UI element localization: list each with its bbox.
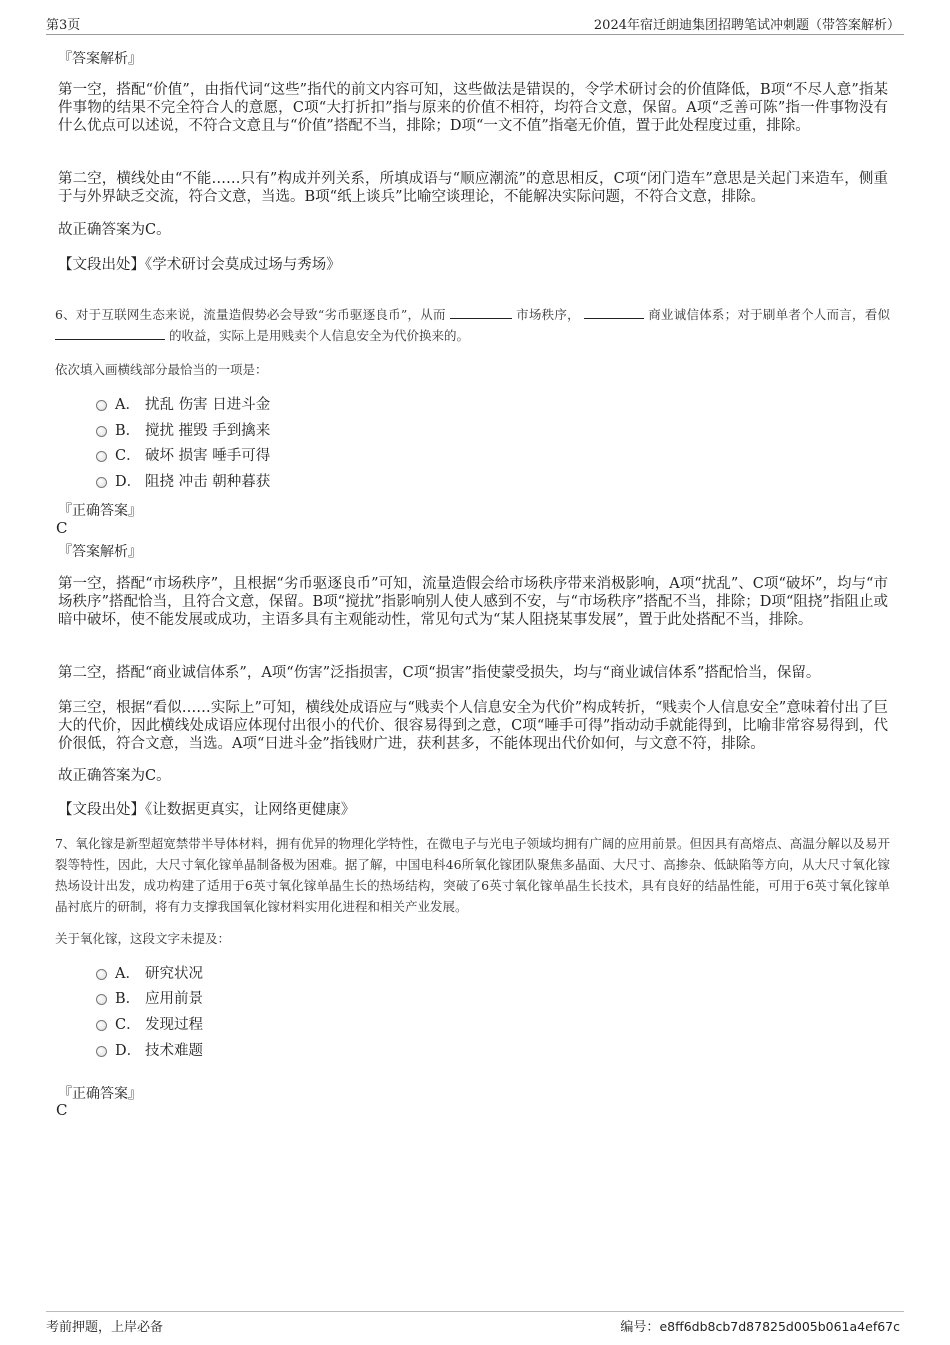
answer-blank [55, 326, 165, 340]
analysis-paragraph: 第二空，横线处由“不能……只有”构成并列关系，所填成语与“顺应潮流”的意思相反，C项“闭门造车”意思是关起门来造车，侧重于与外界缺乏交流，符合文意，当选。B项“纸上谈兵”比喻空谈理论，不能解决实际问题，不符合文意，排除。 [58, 171, 888, 205]
analysis-paragraph: 第一空，搭配“价值”，由指代词“这些”指代的前文内容可知，这些做法是错误的，令学术研讨会的价值降低，B项“不尽人意”指某件事物的结果不完全符合人的意愿，C项“大打折扣”指与原来的价值不相符，均符合文意，保留。A项“乏善可陈”指一件事物没有什么优点可以述说，不符合文意且与“价值”搭配不当，排除；D项“一文不值”指毫无价值，置于此处程度过重，排除。 [58, 82, 888, 134]
page-number: 第3页 [46, 18, 81, 33]
option-d[interactable]: D． 阻挠 冲击 朝种暮获 [96, 472, 270, 492]
question-text: 7、氧化镓是新型超宽禁带半导体材料，拥有优异的物理化学特性，在微电子与光电子领域均拥有广阔的应用前景。但因具有高熔点、高温分解以及易开裂等特性，因此，大尺寸氧化镓单晶制备极为困难。据了解，中国电科46所氧化镓团队聚焦多晶面、大尺寸、高掺杂、低缺陷等方向，从大尺寸氧化镓热场设计出发，成功构建了适用于6英寸氧化镓单晶生长的热场结构，突破了6英寸氧化镓单晶生长技术，具有良好的结晶性能，可用于6英寸氧化镓单晶衬底片的研制，将有力支撑我国氧化镓材料实用化进程和相关产业发展。 [55, 836, 890, 914]
radio-icon[interactable] [96, 400, 107, 411]
correct-answer-label: 『正确答案』 [58, 503, 142, 519]
page-footer [46, 1311, 904, 1334]
analysis-label: 『答案解析』 [58, 544, 142, 560]
analysis-paragraph: 第二空，搭配“商业诚信体系”，A项“伤害”泛指损害，C项“损害”指使蒙受损失，均与“商业诚信体系”搭配恰当，保留。 [58, 665, 821, 681]
document-code: 编号：e8ff6db8cb7d87825d005b061a4ef67c [620, 1319, 900, 1335]
option-b[interactable]: B． 应用前景 [96, 989, 203, 1009]
analysis-label: 『答案解析』 [58, 51, 142, 67]
correct-answer-label: 『正确答案』 [58, 1086, 142, 1102]
radio-icon[interactable] [96, 451, 107, 462]
correct-answer-value: C [56, 519, 68, 537]
source-citation: 【文段出处】《学术研讨会莫成过场与秀场》 [58, 257, 341, 273]
option-d[interactable]: D． 技术难题 [96, 1041, 203, 1061]
conclusion: 故正确答案为C。 [58, 222, 171, 238]
option-c[interactable]: C． 破坏 损害 唾手可得 [96, 446, 270, 466]
question-text: 6、对于互联网生态来说，流量造假势必会导致“劣币驱逐良币”，从而 市场秩序， 商业诚信体系；对于刷单者个人而言，看似 的收益，实际上是用贱卖个人信息安全为代价换来的。 [55, 307, 890, 343]
footer-slogan: 考前押题，上岸必备 [46, 1320, 164, 1335]
conclusion: 故正确答案为C。 [58, 768, 171, 784]
radio-icon[interactable] [96, 969, 107, 980]
radio-icon[interactable] [96, 994, 107, 1005]
document-title: 2024年宿迁朗迪集团招聘笔试冲刺题（带答案解析） [593, 18, 900, 33]
question-prompt: 关于氧化镓，这段文字未提及： [55, 931, 231, 946]
option-b[interactable]: B． 搅扰 摧毁 手到擒来 [96, 421, 270, 441]
radio-icon[interactable] [96, 1046, 107, 1057]
answer-blank [450, 305, 512, 319]
radio-icon[interactable] [96, 1020, 107, 1031]
radio-icon[interactable] [96, 477, 107, 488]
option-c[interactable]: C． 发现过程 [96, 1015, 203, 1035]
question-prompt: 依次填入画横线部分最恰当的一项是： [55, 362, 268, 377]
option-a[interactable]: A． 研究状况 [96, 964, 203, 984]
analysis-paragraph: 第三空，根据“看似……实际上”可知，横线处成语应与“贱卖个人信息安全为代价”构成转折，“贱卖个人信息安全”意味着付出了巨大的代价，因此横线处成语应体现付出很小的代价、很容易得到之意，C项“唾手可得”指动动手就能得到，比喻非常容易得到，代价很低，符合文意，当选。A项“日进斗金”指钱财广进，获利甚多，不能体现出代价如何，与文意不符，排除。 [58, 700, 888, 752]
page-header [46, 14, 904, 35]
answer-blank [584, 305, 644, 319]
radio-icon[interactable] [96, 426, 107, 437]
analysis-paragraph: 第一空，搭配“市场秩序”，且根据“劣币驱逐良币”可知，流量造假会给市场秩序带来消极影响，A项“扰乱”、C项“破坏”，均与“市场秩序”搭配恰当，且符合文意，保留。B项“搅扰”指影响别人使人感到不安，与“市场秩序”搭配不当，排除；D项“阻挠”指阻止或暗中破坏，使不能发展或成功，主语多具有主观能动性，常见句式为“某人阻挠某事发展”，置于此处搭配不当，排除。 [58, 576, 888, 628]
source-citation: 【文段出处】《让数据更真实，让网络更健康》 [58, 802, 356, 818]
correct-answer-value: C [56, 1101, 68, 1119]
option-a[interactable]: A． 扰乱 伤害 日进斗金 [96, 395, 270, 415]
